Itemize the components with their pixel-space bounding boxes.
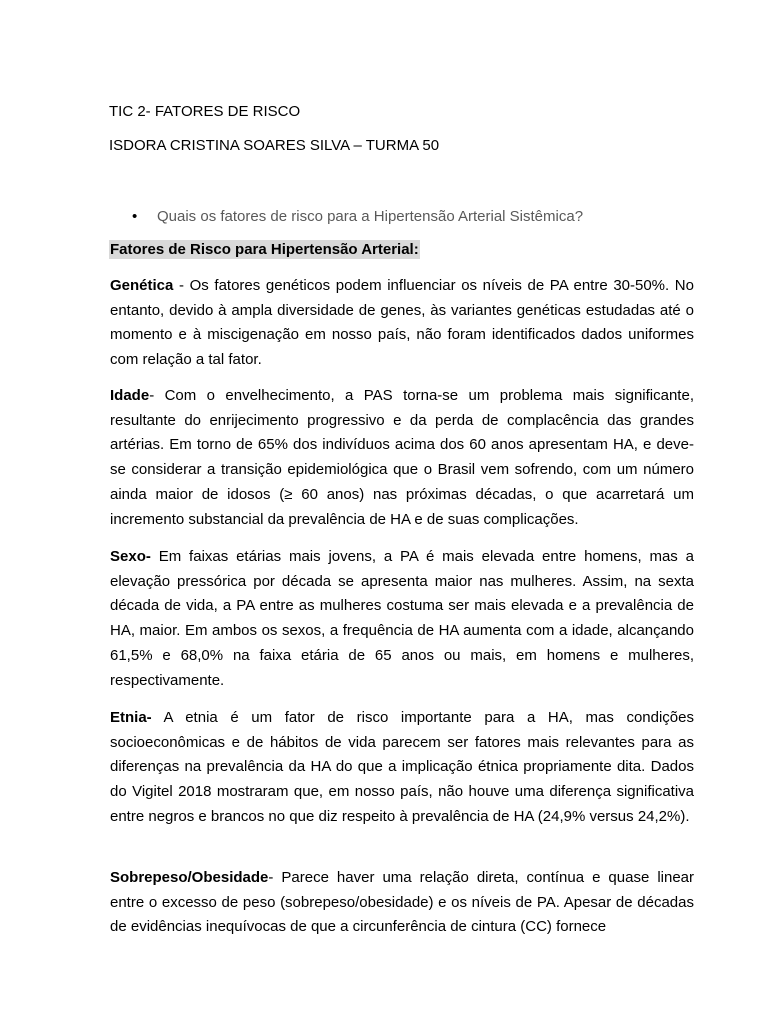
question-item [109, 207, 709, 227]
paragraph-term: Genética [110, 277, 174, 294]
paragraph-term: Sobrepeso/Obesidade [110, 869, 269, 886]
paragraph-term: Sexo- [110, 548, 151, 565]
question-text: Quais os fatores de risco para a Hipertensão Arterial Sistêmica? [157, 208, 584, 225]
question-list [109, 207, 709, 227]
paragraph-term: Idade [110, 387, 150, 404]
paragraph-etnia [110, 706, 694, 830]
paragraph-idade [110, 384, 694, 532]
paragraph-text: - Parece haver uma relação direta, contínua e quase linear entre o excesso de peso (sobrepeso/obesidade) e os níveis de PA. Apesar de décadas de evidências inequívocas de que a circunferência de cintura (CC) fornece [110, 869, 694, 936]
paragraph-obesidade [110, 866, 694, 940]
document-title: TIC 2- FATORES DE RISCO [109, 103, 301, 120]
paragraph-text: Em faixas etárias mais jovens, a PA é mais elevada entre homens, mas a elevação pressórica por década se apresenta maior nas mulheres. Assim, na sexta década de vida, a PA entre as mulheres costuma ser mais elevada e a prevalência de HA, maior. Em ambos os sexos, a frequência de HA aumenta com a idade, alcançando 61,5% e 68,0% na faixa etária de 65 anos ou mais, em homens e mulheres, respectivamente. [110, 548, 694, 689]
section-heading: Fatores de Risco para Hipertensão Arterial: [110, 241, 419, 258]
paragraph-text: - Os fatores genéticos podem influenciar os níveis de PA entre 30-50%. No entanto, devido à ampla diversidade de genes, às variantes genéticas estudadas até o momento e à miscigenação em nosso país, não foram identificados dados uniformes com relação a tal fator. [110, 277, 694, 369]
paragraph-sexo [110, 545, 694, 693]
paragraph-text: A etnia é um fator de risco importante para a HA, mas condições socioeconômicas e de hábitos de vida parecem ser fatores mais relevantes para as diferenças na prevalência da HA do que a implicação étnica propriamente dita. Dados do Vigitel 2018 mostraram que, em nosso país, não houve uma diferença significativa entre negros e brancos no que diz respeito à prevalência de HA (24,9% versus 24,2%). [110, 709, 694, 825]
paragraph-term: Etnia- [110, 709, 152, 726]
paragraph-genetica [110, 274, 694, 373]
bullet-icon: • [132, 208, 138, 225]
paragraph-text: - Com o envelhecimento, a PAS torna-se um problema mais significante, resultante do enrijecimento progressivo e da perda de complacência das grandes artérias. Em torno de 65% dos indivíduos acima dos 60 anos apresentam HA, e deve-se considerar a transição epidemiológica que o Brasil vem sofrendo, com um número ainda maior de idosos (≥ 60 anos) nas próximas décadas, o que acarretará um incremento substancial da prevalência de HA e de suas complicações. [110, 387, 694, 528]
author-line: ISDORA CRISTINA SOARES SILVA – TURMA 50 [109, 137, 440, 154]
